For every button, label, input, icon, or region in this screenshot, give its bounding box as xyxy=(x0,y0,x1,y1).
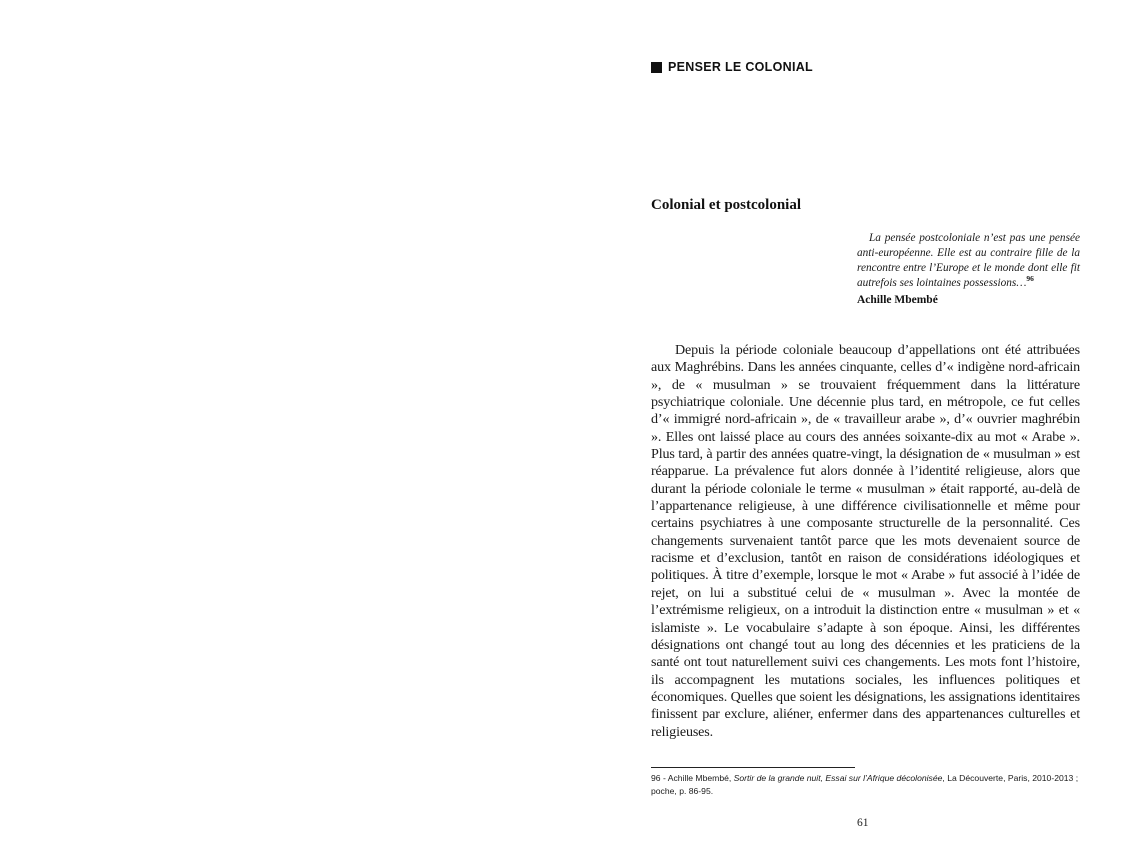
epigraph-text: La pensée postcoloniale n’est pas une pensée anti-européenne. Elle est au contraire fille de la rencontre entre l’Europe et le monde dont elle fit autrefois ses lointaines possessions… xyxy=(857,232,1080,289)
running-head xyxy=(651,60,813,74)
footnote-divider xyxy=(651,767,855,768)
footnote-publication: , La Découverte, Paris, 2010-2013 ; poche, p. 86-95. xyxy=(651,773,1079,796)
footnote xyxy=(651,772,1080,798)
square-bullet-icon xyxy=(651,62,662,73)
epigraph-author: Achille Mbembé xyxy=(857,294,938,306)
footnote-separator: - xyxy=(660,773,668,783)
epigraph-quote xyxy=(857,231,1080,291)
footnote-number: 96 xyxy=(651,773,661,783)
footnote-author: Achille Mbembé, xyxy=(667,773,732,783)
running-head-label: PENSER LE COLONIAL xyxy=(668,60,813,74)
body-paragraph: Depuis la période coloniale beaucoup d’appellations ont été attribuées aux Maghrébins. Dans les années cinquante, celles d’« indigène nord-africain », de « musulman » se trouvaient fréquemment dans la littérature psychiatrique coloniale. Une décennie plus tard, en métropole, ce fut celles d’« immigré nord-africain », de « travailleur arabe », d’« ouvrier maghrébin ». Elles ont laissé place au cours des années soixante-dix au mot « Arabe ». Plus tard, à partir des années quatre-vingt, la désignation de « musulman » est réapparue. La prévalence fut alors donnée à l’identité religieuse, alors que durant la période coloniale le terme « musulman » était rapporté, au-delà de l’appartenance religieuse, à une différence civilisationnelle et même pour certains psychiatres à une composante structurelle de la personnalité. Ces changements survenaient tantôt parce que les mots devenaient source de racisme et d’exclusion, tantôt en raison de considérations idéologiques et politiques. À titre d’exemple, lorsque le mot « Arabe » fut associé à l’idée de rejet, on lui a substitué celui de « musulman ». Avec la montée de l’extrémisme religieux, on a introduit la distinction entre « musulman » et « islamiste ». Le vocabulaire s’adapte à son époque. Ainsi, les différentes désignations ont changé tout au long des décennies et les praticiens de la santé ont tout naturellement suivi ces changements. Les mots font l’histoire, ils accompagnent les mutations sociales, les influences politiques et économiques. Quelles que soient les désignations, les assignations identitaires finissent par exclure, aliéner, enfermer dans des appartenances culturelles et religieuses. xyxy=(651,342,1080,740)
section-title: Colonial et postcolonial xyxy=(651,197,802,213)
footnote-title: Sortir de la grande nuit, Essai sur l’Afrique décolonisée xyxy=(733,773,943,783)
footnote-reference: 96 xyxy=(1026,274,1034,284)
page-number: 61 xyxy=(857,817,869,829)
